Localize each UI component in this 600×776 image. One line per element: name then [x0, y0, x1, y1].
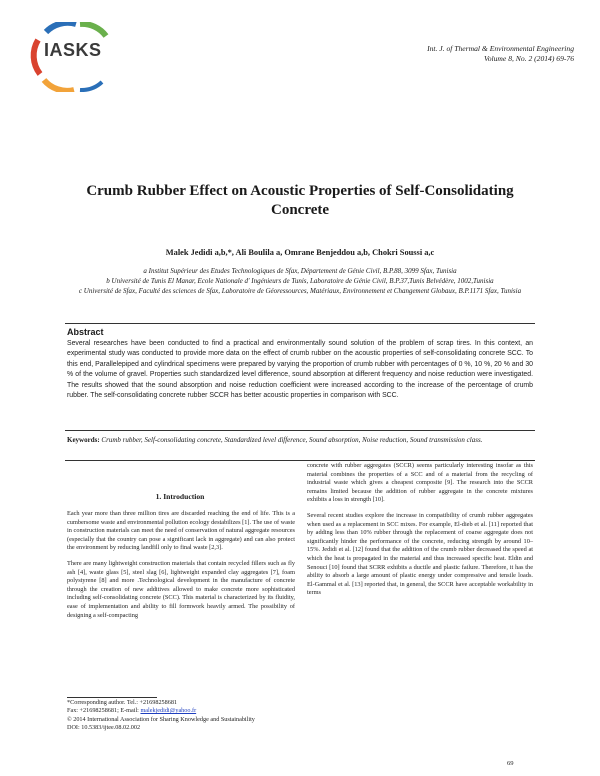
doi: DOI: 10.5383/ijtee.08.02.002	[67, 723, 141, 731]
email-link[interactable]: malekjedidi@yahoo.fr	[140, 707, 197, 715]
abstract-heading: Abstract	[67, 327, 104, 337]
corresponding-author: *Corresponding author. Tel.: +21698258681	[67, 699, 178, 706]
logo-text: IASKS	[44, 40, 102, 60]
affiliation-a: a Institut Supérieur des Etudes Technologiques de Sfax, Département de Génie Civil, B.P.88, 3099 Sfax, Tunisia	[143, 267, 457, 275]
affiliation-c: c Université de Sfax, Faculté des sciences de Sfax, Laboratoire de Géoressources, Matériaux, Environnement et Changement Globaux, B.P.1171 Sfax, Tunisia	[78, 287, 522, 296]
right-column	[307, 462, 533, 605]
divider	[65, 323, 535, 324]
abstract-text: Several researches have been conducted to find a practical and environmentally sound solution of the problem of scrap tires. In this context, an experimental study was conducted to provide more data on the effect of crumb rubber on the acoustic properties of self-consolidating concrete SCC. To this end, Parallelepiped and cylindrical specimens were prepared by varying the proportion of crumb rubber with percentages of 0 %, 10 %, 20 % and 30 % of the volume of gravel. Properties such standardized level difference, sound absorption at different frequency and noise reduction were investigated. The results showed that the sound absorption and noise reduction coefficient were increased according to the increase of the percentage of crumb rubber. The self-consolidating concrete rubber SCCR has better acoustic properties in comparison with SCC.	[67, 340, 533, 400]
paragraph: Each year more than three million tires are discarded reaching the end of life. This is a cumbersome waste and environmental pollution ecology destabilizes [1]. The use of waste in construction materials can meet the need of conservation of natural aggregate resources (especially that the country can pose a significant lack in aggregate) and can also protect the environment by reducing landfill only to final waste [2,3].	[67, 510, 295, 552]
affiliations	[60, 267, 540, 298]
paragraph: There are many lightweight construction materials that contain recycled fillers such as fly ash [4], waste glass [5], steel slag [6], lightweight expanded clay aggregates [7], foam polystyrene [8] and more .Technological development in the manufacture of concrete through the creation of new additives allowed to make concrete more sophisticated including self-consolidating concrete (SCC). This material is characterized by its fluidity, ease of implementation and ability to fill formwork heavily armed. The possibility of designing a self-compacting	[67, 559, 295, 619]
paragraph: concrete with rubber aggregates (SCCR) seems particularly interesting insofar as this material combines the properties of a SCC and of a material from the recycling of industrial waste which gives a cheapest composite [9]. The research into the SCCR remains limited because the addition of rubber aggregate in the concrete mixtures exhibits a loss in strength [10].	[307, 462, 533, 504]
paper-title: Crumb Rubber Effect on Acoustic Properties of Self-Consolidating Concrete	[86, 183, 514, 218]
page-number: 69	[507, 760, 514, 767]
divider	[65, 430, 535, 431]
copyright: © 2014 International Association for Sharing Knowledge and Sustainability	[67, 715, 255, 723]
authors: Malek Jedidi a,b,*, Ali Boulila a, Omrane Benjeddou a,b, Chokri Soussi a,c	[165, 248, 435, 257]
journal-name: Int. J. of Thermal & Environmental Engineering	[427, 44, 574, 53]
journal-volume: Volume 8, No. 2 (2014) 69-76	[483, 54, 574, 63]
journal-header	[427, 44, 574, 64]
footnote-divider	[67, 697, 157, 698]
contact-line	[67, 707, 367, 715]
left-column	[67, 510, 295, 627]
affiliation-b: b Université de Tunis El Manar, Ecole Nationale d' Ingénieurs de Tunis, Laboratoire de Génie Civil, B.P.37,Tunis Belvédère, 1002,Tunisia	[106, 277, 494, 286]
paragraph: Several recent studies explore the increase in compatibility of crumb rubber aggregates when used as a replacement in SCC mixes. For example, El-dieb et al. [11] reported that by adding less than 10% rubber through the replacement of coarse aggregate does not significantly hinder the performance of the concrete, reducing strength by around 10–15%. Jedidi et al. [12] found that the addition of the crumb rubber decreased the speed at which the heat is propagated in the material and thus increased specific heat. Eldin and Senouci [10] found that SCRR exhibits a ductile and plastic failure. Therefore, it has the ability to absorb a large amount of plastic energy under compressive and tensile loads. El-Gammal et al. [13] reported that, in general, the SCCR have acceptable workability in terms	[307, 511, 533, 597]
section-heading: 1. Introduction	[155, 492, 205, 501]
footnotes	[67, 699, 367, 732]
fax-text: Fax: +21698258681; E-mail:	[67, 707, 141, 715]
keywords-label: Keywords:	[67, 436, 100, 444]
keywords-text: Crumb rubber, Self-consolidating concrete, Standardized level difference, Sound absorption, Noise reduction, Sound transmission class.	[101, 436, 483, 444]
keywords	[67, 435, 533, 445]
divider	[65, 460, 535, 461]
